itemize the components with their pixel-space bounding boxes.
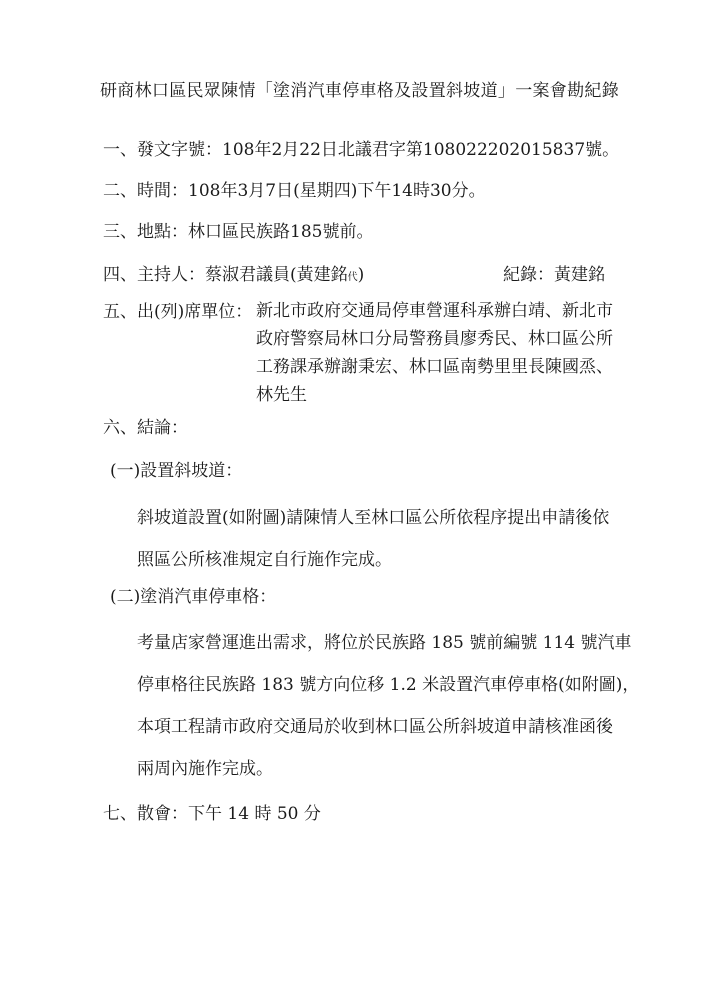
host-line: [103, 260, 613, 285]
attendees-label: 五、出(列)席單位：: [103, 302, 253, 322]
host-text: 四、主持人：蔡淑君議員(黃建銘: [103, 265, 348, 285]
host-proxy-mark: 代: [347, 272, 358, 283]
attendees-list: [256, 297, 616, 409]
location-line: 三、地點：林口區民族路185號前。: [103, 222, 374, 242]
paragraph-parking: [137, 622, 640, 790]
paragraph-line: 停車格往民族路 183 號方向位移 1.2 米設置汽車停車格(如附圖)，: [137, 675, 640, 695]
paragraph-line: 考量店家營運進出需求，將位於民族路 185 號前編號 114 號汽車: [137, 633, 632, 653]
time-line: 二、時間：108年3月7日(星期四)下午14時30分。: [103, 181, 486, 201]
adjourn-line: 七、散會：下午 14 時 50 分: [103, 804, 321, 824]
paragraph-line: 斜坡道設置(如附圖)請陳情人至林口區公所依程序提出申請後依: [137, 508, 610, 528]
paragraph-line: 照區公所核准規定自行施作完成。: [137, 550, 392, 570]
recorder-text: 紀錄：黃建銘: [503, 265, 605, 285]
sub-heading-ramp: (一)設置斜坡道：: [110, 461, 243, 481]
doc-number-line: 一、發文字號：108年2月22日北議君字第108022202015837號。: [103, 140, 620, 160]
attendees-line: 政府警察局林口分局警務員廖秀民、林口區公所: [256, 329, 613, 349]
attendees-line: 工務課承辦謝秉宏、林口區南勢里里長陳國烝、: [256, 357, 613, 377]
attendees-line: 新北市政府交通局停車營運科承辦白靖、新北市: [256, 301, 613, 321]
paragraph-line: 兩周內施作完成。: [137, 759, 273, 779]
conclusion-heading: 六、結論：: [103, 418, 188, 438]
host-close: ): [357, 265, 365, 285]
attendees-line: 林先生: [256, 385, 307, 405]
sub-heading-parking: (二)塗消汽車停車格：: [110, 587, 277, 607]
paragraph-ramp: [137, 497, 617, 581]
document-title: 研商林口區民眾陳情「塗消汽車停車格及設置斜坡道」一案會勘紀錄: [100, 81, 619, 101]
paragraph-line: 本項工程請市政府交通局於收到林口區公所斜坡道申請核准函後: [137, 717, 613, 737]
